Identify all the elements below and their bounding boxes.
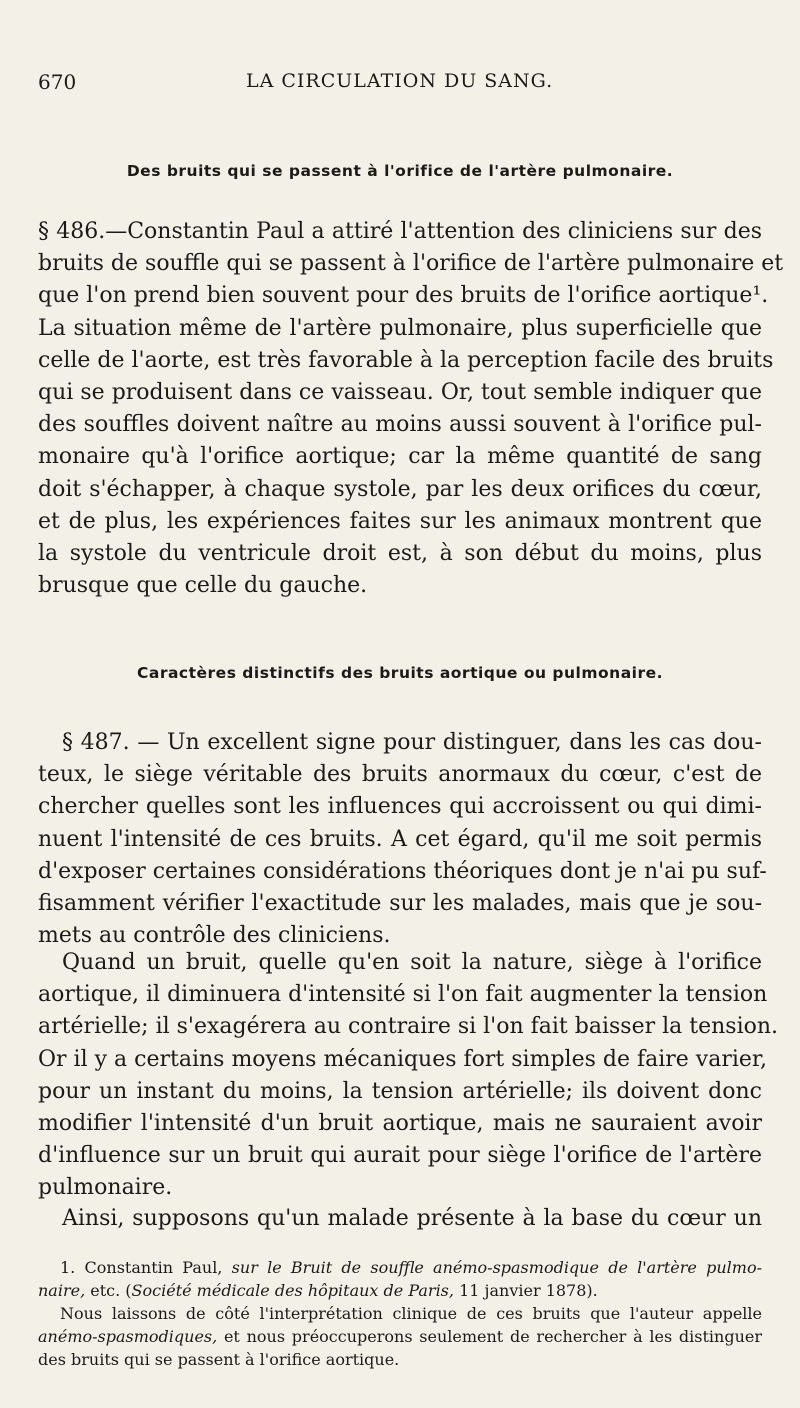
text-line: La situation même de l'artère pulmonaire, plus superficielle que <box>38 315 762 341</box>
footnote-title: sur le Bruit de souffle anémo-spasmodique de l'artère pulmo- <box>231 1258 763 1277</box>
footnote-note-line-2 <box>38 1325 762 1348</box>
text-line: Quand un bruit, quelle qu'en soit la nature, siège à l'orifice <box>62 950 762 975</box>
footnote-note-line-3: des bruits qui se passent à l'orifice aortique. <box>38 1350 400 1369</box>
text-line: doit s'échapper, à chaque systole, par les deux orifices du cœur, <box>38 476 762 502</box>
text-line: bruits de souffle qui se passent à l'orifice de l'artère pulmonaire et <box>38 251 784 277</box>
footnote-journal: Société médicale des hôpitaux de Paris, <box>131 1281 454 1300</box>
text-line: pour un instant du moins, la tension artérielle; ils doivent donc <box>38 1078 762 1104</box>
text-line: et de plus, les expériences faites sur les animaux montrent que <box>38 508 762 534</box>
text-line: brusque que celle du gauche. <box>38 573 368 599</box>
paragraph-486 <box>38 216 784 602</box>
text-line: d'influence sur un bruit qui aurait pour siège l'orifice de l'artère <box>38 1143 762 1169</box>
section-heading-pulmonary: Des bruits qui se passent à l'orifice de l'artère pulmonaire. <box>126 162 674 180</box>
text-line: des souffles doivent naître au moins aussi souvent à l'orifice pul- <box>38 412 762 438</box>
page-header <box>38 70 760 104</box>
text-line: pulmonaire. <box>38 1175 173 1201</box>
footnotes <box>38 1256 762 1371</box>
page-number: 670 <box>38 70 77 94</box>
text-line: la systole du ventricule droit est, à son début du moins, plus <box>38 541 762 567</box>
footnote-1-line-2 <box>38 1279 762 1302</box>
footnote-note-rest: et nous préoccuperons seulement de rechercher à les distinguer <box>223 1327 762 1346</box>
text-line: aortique, il diminuera d'intensité si l'on fait augmenter la tension <box>38 982 768 1008</box>
footnote-author: Constantin Paul, <box>84 1258 223 1277</box>
footnote-note-line-1: Nous laissons de côté l'interprétation clinique de ces bruits que l'auteur appelle <box>60 1304 762 1323</box>
text-line: chercher quelles sont les influences qui accroissent ou qui dimi- <box>38 794 762 820</box>
footnote-date: 11 janvier 1878). <box>459 1281 598 1300</box>
paragraph-ainsi <box>38 1203 762 1235</box>
text-line: d'exposer certaines considérations théoriques dont je n'ai pu suf- <box>38 858 767 884</box>
footnote-marker: 1. <box>60 1258 76 1277</box>
text-line: Or il y a certains moyens mécaniques fort simples de faire varier, <box>38 1046 768 1072</box>
text-line: § 486.—Constantin Paul a attiré l'attention des cliniciens sur des <box>38 219 762 244</box>
text-line: § 487. — Un excellent signe pour distinguer, dans les cas dou- <box>62 730 762 755</box>
text-line: teux, le siège véritable des bruits anormaux du cœur, c'est de <box>38 762 762 788</box>
text-line: fisamment vérifier l'exactitude sur les malades, mais que je sou- <box>38 891 762 917</box>
footnote-title-end: naire, <box>38 1281 86 1300</box>
footnote-note-italic: anémo-spasmodiques, <box>38 1327 218 1346</box>
text-line: qui se produisent dans ce vaisseau. Or, tout semble indiquer que <box>38 380 762 406</box>
text-line: celle de l'aorte, est très favorable à la perception facile des bruits <box>38 347 774 373</box>
text-line: artérielle; il s'exagérera au contraire si l'on fait baisser la tension. <box>38 1014 779 1040</box>
running-title: LA CIRCULATION DU SANG. <box>246 70 554 92</box>
paragraph-487 <box>38 727 767 952</box>
text-line: nuent l'intensité de ces bruits. A cet égard, qu'il me soit permis <box>38 826 762 852</box>
paragraph-quand <box>38 947 779 1205</box>
text-line: modifier l'intensité d'un bruit aortique, mais ne sauraient avoir <box>38 1111 762 1137</box>
footnote-etc: etc. ( <box>90 1281 132 1300</box>
text-line: mets au contrôle des cliniciens. <box>38 923 391 949</box>
text-line: que l'on prend bien souvent pour des bruits de l'orifice aortique¹. <box>38 283 769 309</box>
footnote-1-line-1 <box>38 1256 762 1279</box>
text-line: monaire qu'à l'orifice aortique; car la même quantité de sang <box>38 444 762 470</box>
text-line: Ainsi, supposons qu'un malade présente à la base du cœur un <box>62 1206 762 1231</box>
section-heading-distinctive: Caractères distinctifs des bruits aortique ou pulmonaire. <box>136 664 664 682</box>
